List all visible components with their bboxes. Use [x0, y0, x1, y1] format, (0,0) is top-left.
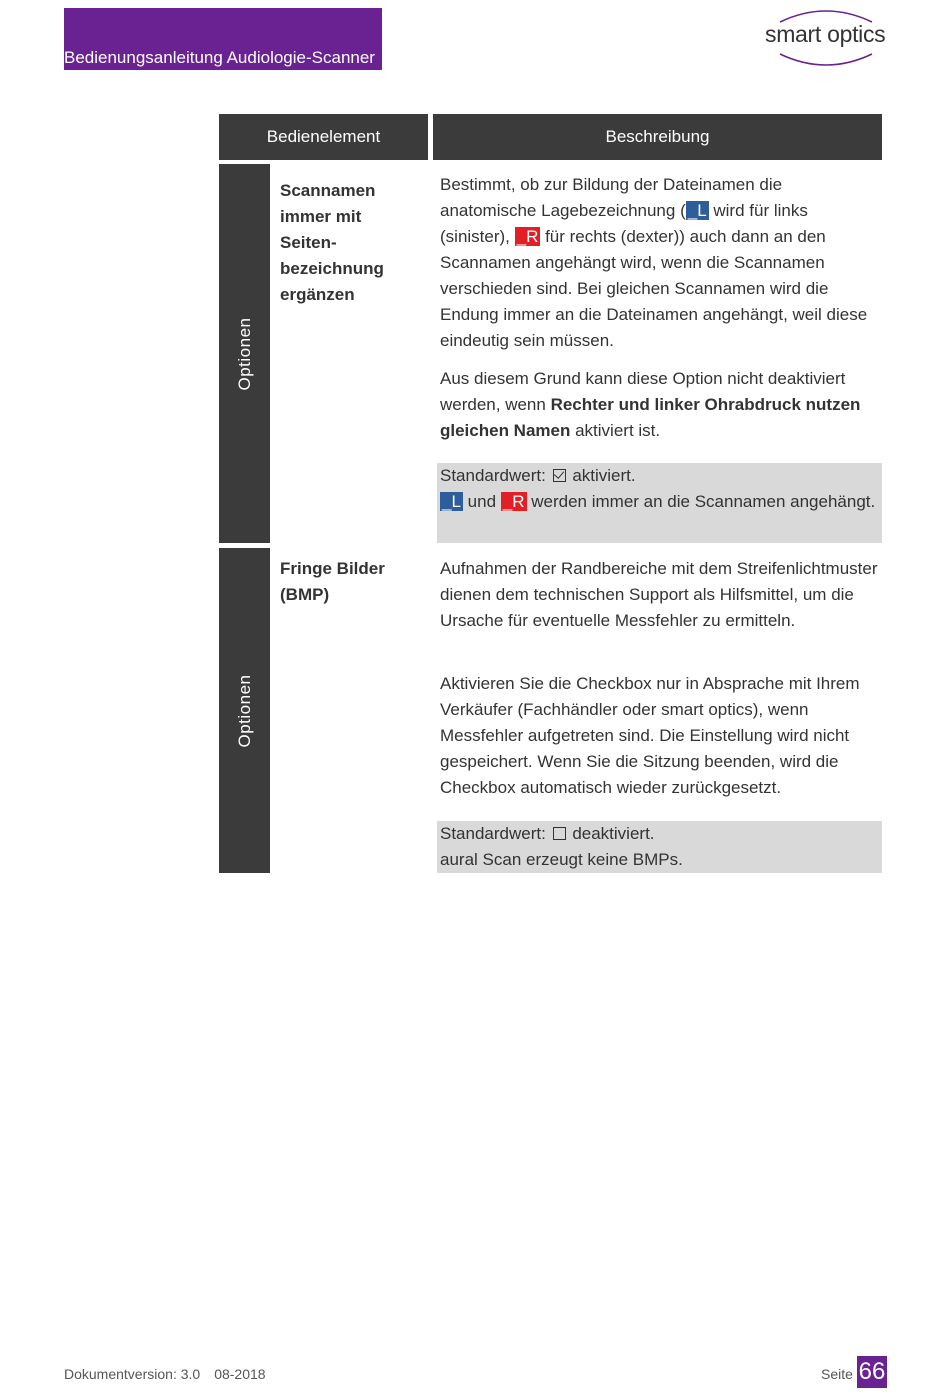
- description-paragraph: Aktivieren Sie die Checkbox nur in Absprache mit Ihrem Verkäufer (Fachhändler oder smart optics), wenn Messfehler aufgetreten sind. Die Einstellung wird nicht gespeichert. Wenn Sie die Sitzung beenden, wird die Checkbox automatisch wieder zurückgesetzt.: [440, 674, 860, 797]
- page-number: 66: [857, 1356, 887, 1388]
- default-value-box: Standardwert: aktiviert. _L und _R werden immer an die Scannamen angehängt.: [437, 463, 882, 543]
- row-group-label: Optionen: [234, 317, 254, 390]
- element-name-fringe-bilder: Fringe Bilder (BMP): [280, 559, 385, 604]
- footer-date: 08-2018: [214, 1366, 266, 1382]
- row-group-label-cell: [219, 548, 270, 873]
- footer-version: Dokumentversion: 3.0 08-2018: [64, 1366, 266, 1382]
- tag-left: _L: [442, 492, 461, 511]
- page-label: Seite: [821, 1366, 853, 1382]
- column-header-description: Beschreibung: [433, 114, 882, 160]
- row-group-label: Optionen: [234, 674, 254, 747]
- default-value-box: Standardwert: deaktiviert. aural Scan erzeugt keine BMPs.: [437, 821, 882, 873]
- tag-right: _R: [516, 227, 539, 246]
- description-paragraph: Aufnahmen der Randbereiche mit dem Streifenlichtmuster dienen dem technischen Support als Hilfsmittel, um die Ursache für eventuelle Messfehler zu ermitteln.: [440, 559, 878, 630]
- document-title: Bedienungsanleitung Audiologie-Scanner: [64, 48, 375, 67]
- description-paragraph: Bestimmt, ob zur Bildung der Dateinamen die anatomische Lagebezeichnung ( _L wird für links (sinister), _R für rechts (dexter)) auch dann an den Scannamen angehängt wird, wenn die Scannamen verschieden sind. Bei gleichen Scannamen wird die Endung immer an die Dateinamen angehängt, weil diese eindeutig sein müssen.: [440, 175, 868, 350]
- row-group-label-cell: [219, 164, 270, 543]
- brand-logo-text: smart optics: [765, 21, 886, 47]
- description-paragraph: Aus diesem Grund kann diese Option nicht deaktiviert werden, wenn Rechter und linker Ohrabdruck nutzen gleichen Namen aktiviert ist.: [440, 369, 861, 440]
- tag-left: _L: [687, 201, 707, 220]
- checkbox-checked-icon: [553, 469, 566, 482]
- checkbox-unchecked-icon: [553, 827, 566, 840]
- column-header-element: Bedienelement: [219, 114, 428, 160]
- element-name-scannamen: Scannamen immer mit Seiten- bezeichnung ergänzen: [280, 181, 384, 304]
- tag-right: _R: [502, 492, 525, 511]
